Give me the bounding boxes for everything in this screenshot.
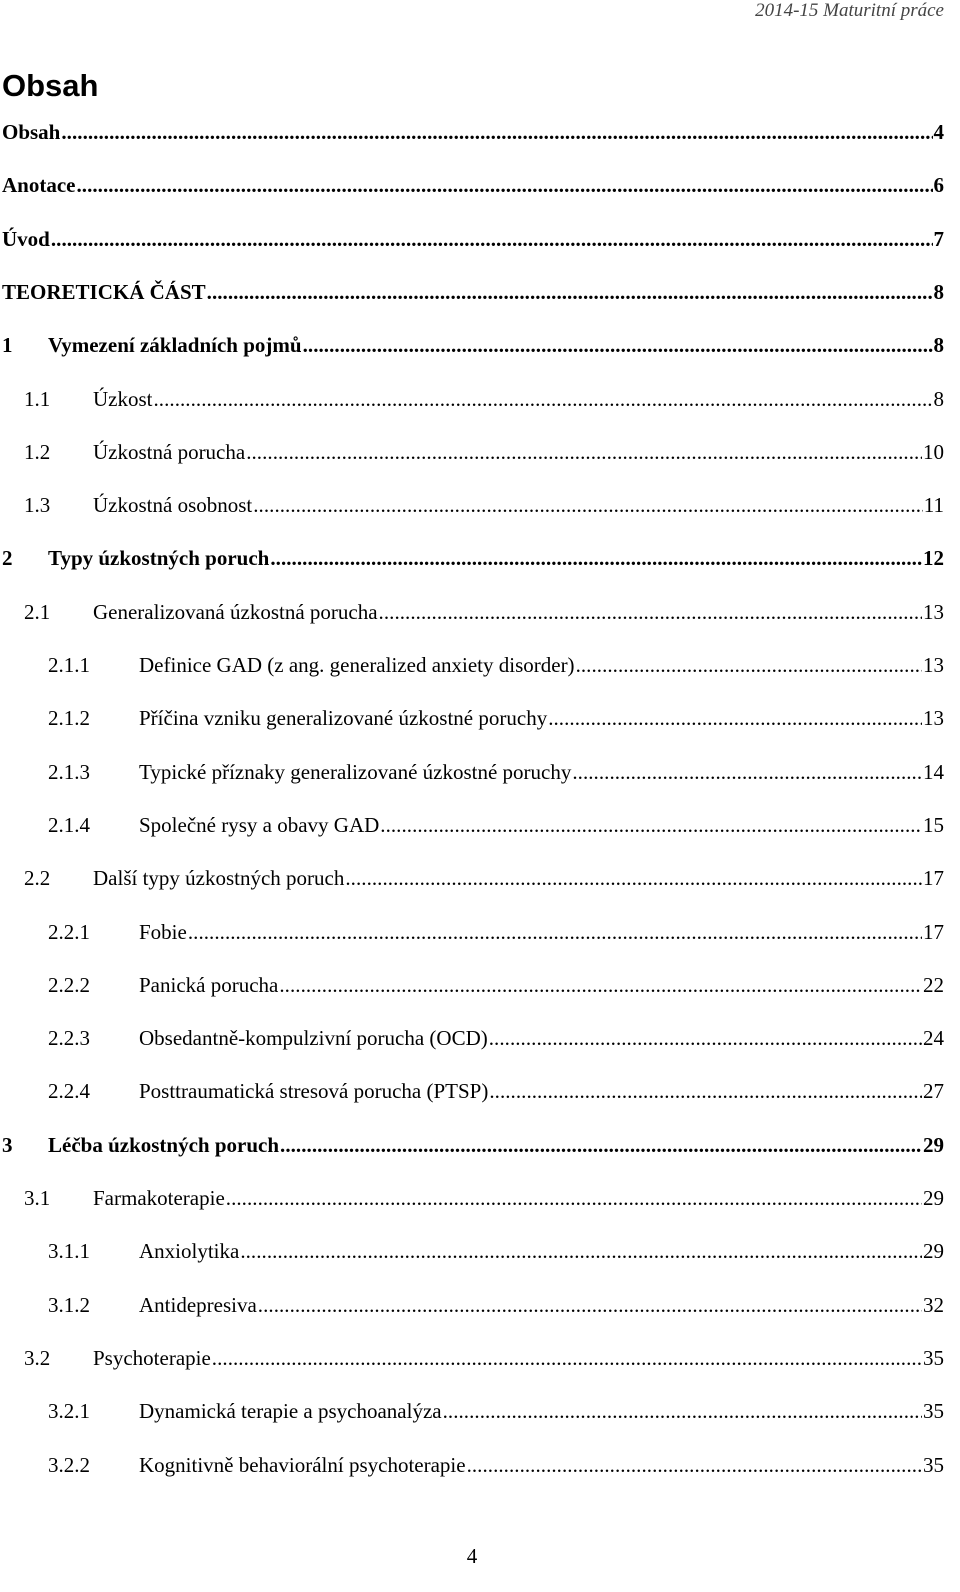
toc-entry-page: 4 xyxy=(933,120,944,144)
toc-entry-number: 2.1.1 xyxy=(48,653,90,677)
toc-entry-title: Typické příznaky generalizované úzkostné poruchy xyxy=(139,759,572,784)
toc-dot-leader xyxy=(572,760,922,785)
toc-entry[interactable] xyxy=(0,600,944,634)
running-header: 2014-15 Maturitní práce xyxy=(755,0,944,21)
toc-entry-number: 3.2 xyxy=(24,1345,51,1370)
toc-entry-page: 8 xyxy=(933,386,944,411)
toc-dot-leader xyxy=(345,866,922,891)
toc-entry[interactable] xyxy=(0,1293,944,1327)
toc-entry[interactable] xyxy=(0,1239,944,1273)
page-number: 4 xyxy=(466,1544,478,1568)
toc-entry-title: Antidepresiva xyxy=(139,1292,257,1317)
toc-entry-number: 2.1.2 xyxy=(48,706,90,731)
toc-entry-page: 8 xyxy=(933,333,944,358)
toc-entry-page: 29 xyxy=(923,1132,944,1157)
toc-entry-page: 10 xyxy=(923,439,944,464)
toc-entry-page: 13 xyxy=(923,706,944,731)
toc-entry[interactable] xyxy=(0,813,944,847)
toc-entry-page: 11 xyxy=(923,493,944,518)
toc-dot-leader xyxy=(576,653,922,678)
toc-entry-page: 13 xyxy=(923,599,944,624)
toc-entry-number: 3.2.2 xyxy=(48,1452,90,1477)
toc-heading: Obsah xyxy=(2,68,99,103)
toc-entry-page: 29 xyxy=(923,1186,944,1210)
toc-dot-leader xyxy=(226,1186,922,1211)
toc-dot-leader xyxy=(253,493,923,518)
toc-entry-page: 13 xyxy=(923,653,944,677)
toc-entry-number: 1 xyxy=(2,333,13,358)
toc-dot-leader xyxy=(303,333,933,358)
toc-entry[interactable] xyxy=(0,920,944,954)
toc-entry-number: 2.2 xyxy=(24,866,51,891)
toc-dot-leader xyxy=(212,1346,922,1371)
toc-entry[interactable] xyxy=(0,760,944,794)
toc-dot-leader xyxy=(379,600,922,625)
toc-dot-leader xyxy=(240,1239,922,1264)
toc-entry-number: 1.3 xyxy=(24,493,51,518)
toc-entry[interactable] xyxy=(0,173,944,207)
toc-dot-leader xyxy=(246,440,922,465)
toc-entry-title: Společné rysy a obavy GAD xyxy=(139,812,380,837)
toc-entry-title: Anxiolytika xyxy=(139,1239,240,1264)
toc-entry[interactable] xyxy=(0,546,944,580)
toc-entry[interactable] xyxy=(0,120,944,154)
toc-entry-title: Vymezení základních pojmů xyxy=(48,333,302,358)
toc-entry-title: Obsedantně-kompulzivní porucha (OCD) xyxy=(139,1026,488,1051)
toc-entry[interactable] xyxy=(0,1133,944,1167)
toc-entry-title: Další typy úzkostných poruch xyxy=(93,866,345,891)
toc-entry-page: 17 xyxy=(923,866,944,891)
toc-entry-number: 3 xyxy=(2,1132,13,1157)
toc-entry-number: 2.2.4 xyxy=(48,1079,90,1104)
toc-entry-title: Psychoterapie xyxy=(93,1345,211,1370)
toc-entry-page: 14 xyxy=(923,759,944,784)
toc-entry[interactable] xyxy=(0,973,944,1007)
toc-dot-leader xyxy=(548,706,922,731)
toc-entry[interactable] xyxy=(0,280,944,314)
toc-dot-leader xyxy=(443,1399,922,1424)
toc-entry[interactable] xyxy=(0,706,944,740)
toc-entry-title: Příčina vzniku generalizované úzkostné poruchy xyxy=(139,706,548,731)
toc-entry[interactable] xyxy=(0,653,944,687)
toc-dot-leader xyxy=(207,280,933,305)
toc-entry-number: 2.1 xyxy=(24,599,51,624)
toc-entry-title: Panická porucha xyxy=(139,972,279,997)
toc-dot-leader xyxy=(280,1133,922,1158)
toc-dot-leader xyxy=(489,1026,922,1051)
toc-entry-title: Definice GAD (z ang. generalized anxiety disorder) xyxy=(139,653,575,677)
toc-entry-page: 24 xyxy=(923,1026,944,1051)
toc-dot-leader xyxy=(51,227,933,252)
toc-entry-title: TEORETICKÁ ČÁST xyxy=(2,279,206,304)
toc-entry-number: 1.1 xyxy=(24,386,51,411)
toc-entry[interactable] xyxy=(0,387,944,421)
toc-dot-leader xyxy=(61,120,932,145)
toc-dot-leader xyxy=(270,546,922,571)
toc-entry[interactable] xyxy=(0,440,944,474)
toc-entry-page: 35 xyxy=(923,1345,944,1370)
toc-entry-page: 17 xyxy=(923,919,944,944)
toc-entry-page: 12 xyxy=(923,546,944,571)
toc-entry-page: 8 xyxy=(933,279,944,304)
toc-dot-leader xyxy=(380,813,922,838)
toc-entry-page: 15 xyxy=(923,812,944,837)
toc-dot-leader xyxy=(154,387,933,412)
toc-dot-leader xyxy=(188,920,922,945)
toc-entry-page: 22 xyxy=(923,972,944,997)
toc-entry-title: Anotace xyxy=(2,173,76,198)
toc-entry-title: Generalizovaná úzkostná porucha xyxy=(93,599,378,624)
toc-entry-title: Léčba úzkostných poruch xyxy=(48,1132,280,1157)
toc-dot-leader xyxy=(258,1293,922,1318)
toc-entry-title: Fobie xyxy=(139,919,187,944)
toc-dot-leader xyxy=(489,1079,922,1104)
toc-entry[interactable] xyxy=(0,1453,944,1487)
toc-entry-page: 7 xyxy=(933,226,944,251)
toc-entry-number: 2.2.2 xyxy=(48,972,90,997)
toc-entry-number: 3.2.1 xyxy=(48,1399,90,1424)
toc-entry[interactable] xyxy=(0,1399,944,1433)
toc-entry-number: 2.2.1 xyxy=(48,919,90,944)
toc-entry[interactable] xyxy=(0,333,944,367)
toc-entry[interactable] xyxy=(0,1079,944,1113)
toc-entry[interactable] xyxy=(0,1186,944,1220)
toc-entry-title: Úzkostná porucha xyxy=(93,439,246,464)
toc-dot-leader xyxy=(76,173,932,198)
toc-entry-number: 3.1.1 xyxy=(48,1239,90,1264)
toc-entry-title: Posttraumatická stresová porucha (PTSP) xyxy=(139,1079,489,1104)
toc-entry[interactable] xyxy=(0,866,944,900)
toc-entry[interactable] xyxy=(0,1026,944,1060)
toc-dot-leader xyxy=(467,1453,922,1478)
toc-entry-title: Obsah xyxy=(2,120,61,144)
toc-entry-page: 32 xyxy=(923,1292,944,1317)
toc-entry-page: 6 xyxy=(933,173,944,198)
toc-entry-title: Úvod xyxy=(2,226,50,251)
toc-entry-title: Kognitivně behaviorální psychoterapie xyxy=(139,1452,466,1477)
toc-entry-number: 1.2 xyxy=(24,439,51,464)
toc-entry-title: Typy úzkostných poruch xyxy=(48,546,270,571)
toc-entry-number: 3.1 xyxy=(24,1186,51,1210)
toc-entry[interactable] xyxy=(0,493,944,527)
toc-dot-leader xyxy=(279,973,922,998)
toc-entry-number: 3.1.2 xyxy=(48,1292,90,1317)
toc-entry[interactable] xyxy=(0,1346,944,1380)
toc-entry-title: Dynamická terapie a psychoanalýza xyxy=(139,1399,442,1424)
toc-entry-page: 35 xyxy=(923,1399,944,1424)
toc-entry-number: 2.1.4 xyxy=(48,812,90,837)
toc-entry-page: 35 xyxy=(923,1452,944,1477)
toc-entry-page: 29 xyxy=(923,1239,944,1264)
toc-entry-number: 2 xyxy=(2,546,13,571)
toc-entry-number: 2.2.3 xyxy=(48,1026,90,1051)
toc-entry-title: Farmakoterapie xyxy=(93,1186,225,1210)
toc-entry-number: 2.1.3 xyxy=(48,759,90,784)
toc-entry-title: Úzkost xyxy=(93,386,153,411)
toc-entry-page: 27 xyxy=(923,1079,944,1104)
toc-entry-title: Úzkostná osobnost xyxy=(93,493,253,518)
toc-entry[interactable] xyxy=(0,227,944,261)
